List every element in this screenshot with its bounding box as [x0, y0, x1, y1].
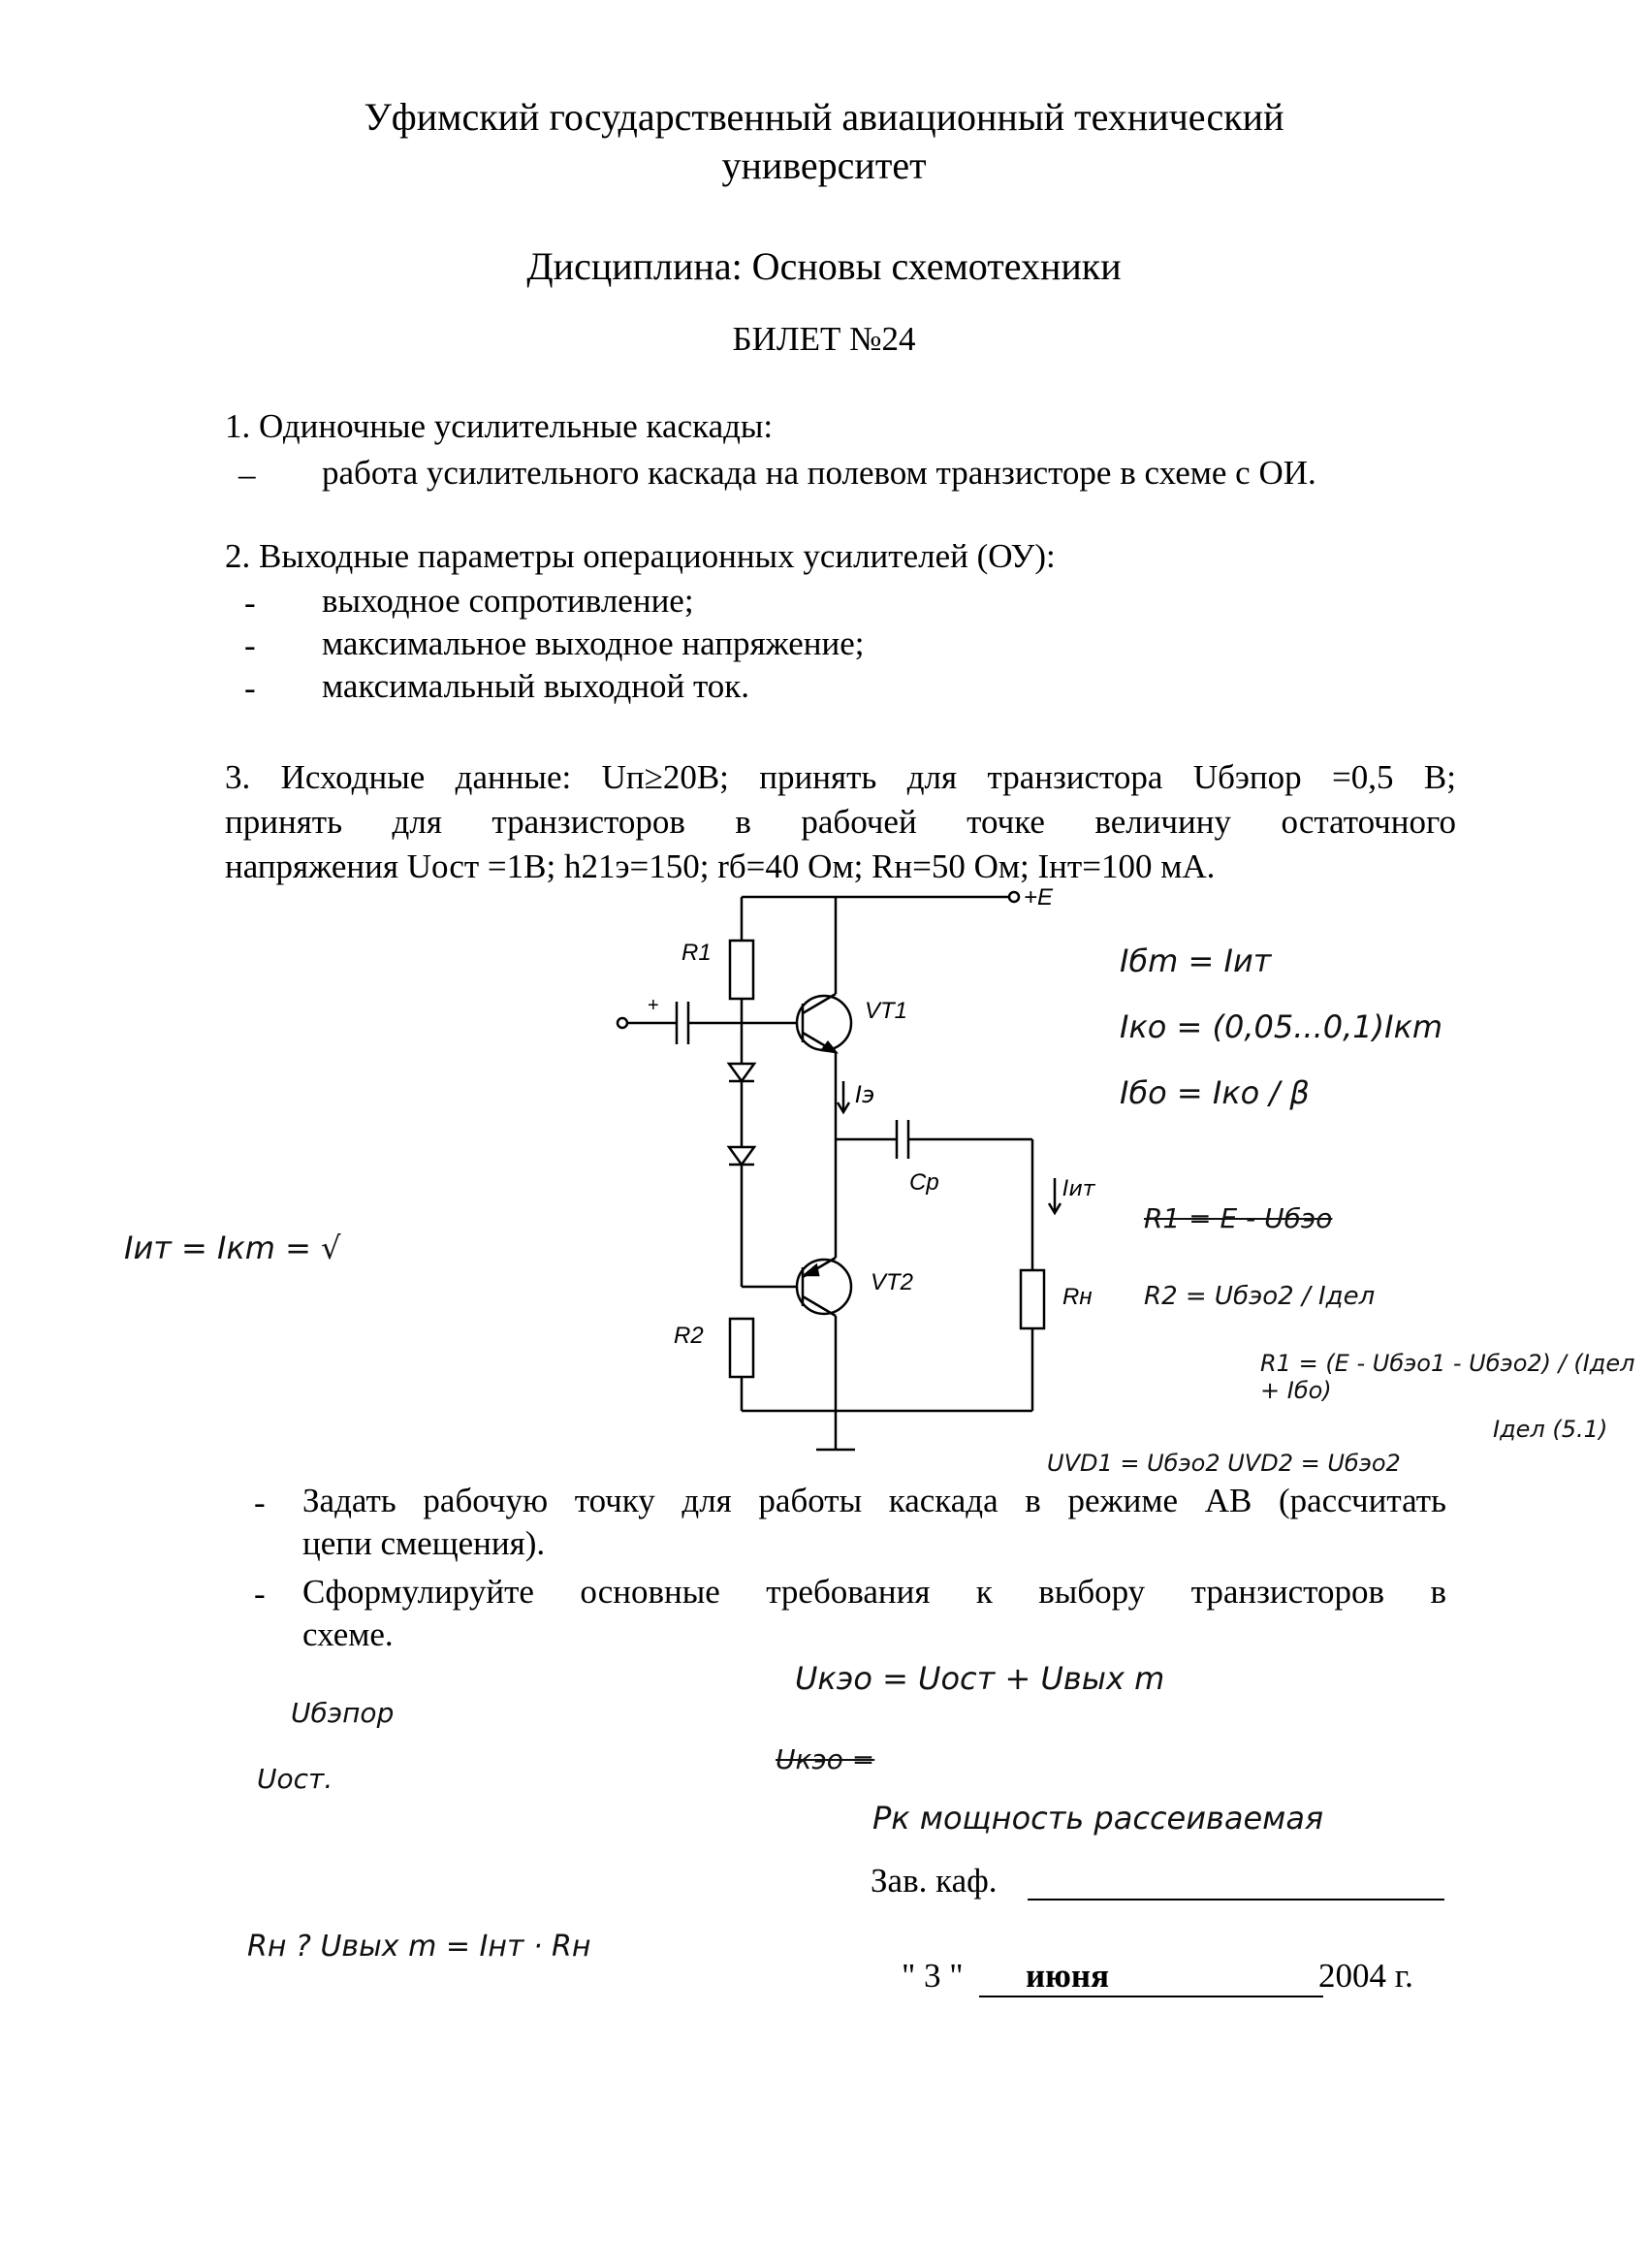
- question3-line1: 3. Исходные данные: Uп≥20В; принять для транзистора Uбэпор =0,5 В;: [225, 758, 1456, 796]
- handwritten-note: R1 = (E - Uбэо1 - Uбэо2) / (Iдел + Iбо): [1260, 1350, 1635, 1404]
- date-day: " 3 ": [902, 1957, 964, 1995]
- handwritten-note: Iит = Iкm = √: [124, 1230, 341, 1266]
- bullet-dash: -: [254, 1575, 266, 1613]
- r2-resistor: [730, 1319, 753, 1377]
- amplifier-circuit-diagram: [582, 887, 1183, 1469]
- handwritten-note: Uкэо =: [776, 1743, 875, 1775]
- bullet-dash: -: [244, 584, 256, 622]
- question2-item: выходное сопротивление;: [322, 582, 694, 620]
- handwritten-note: Iко = (0,05...0,1)Iкm: [1120, 1008, 1443, 1045]
- question3-line3: напряжения Uост =1В; h21э=150; rб=40 Ом; Rн=50 Ом; Iнт=100 мА.: [225, 847, 1216, 885]
- handwritten-note: Iбо = Iко / β: [1120, 1074, 1310, 1111]
- supply-label: +E: [1024, 887, 1054, 910]
- r2-label: R2: [674, 1323, 704, 1349]
- cp-label: Cp: [909, 1169, 939, 1196]
- bullet-dash: -: [244, 669, 256, 707]
- date-month: июня: [1026, 1957, 1110, 1995]
- input-plus-label: +: [648, 995, 659, 1016]
- handwritten-note: R1 = E - Uбэо: [1144, 1202, 1333, 1234]
- input-terminal: [618, 1018, 627, 1028]
- signature-line: [1028, 1899, 1444, 1901]
- handwritten-note: Uбэпор: [291, 1697, 395, 1729]
- task2-line2: схеме.: [302, 1615, 394, 1653]
- handwritten-note: Uост.: [257, 1763, 333, 1795]
- date-year: 2004 г.: [1318, 1957, 1413, 1995]
- handwritten-note: Uкэо = Uост + Uвых m: [795, 1660, 1165, 1697]
- emitter-current-label: Iэ: [855, 1081, 875, 1108]
- vt1-label: VT1: [865, 998, 908, 1024]
- question1-title: 1. Одиночные усилительные каскады:: [225, 407, 774, 445]
- university-name-line1: Уфимский государственный авиационный технический: [364, 95, 1284, 139]
- supply-terminal: [1009, 892, 1019, 902]
- handwritten-note: Рк мощность рассеиваемая: [872, 1800, 1324, 1837]
- discipline-title: Дисциплина: Основы схемотехники: [526, 244, 1122, 288]
- r1-resistor: [730, 941, 753, 999]
- question3-line2: принять для транзисторов в рабочей точке величину остаточного: [225, 803, 1456, 841]
- task2-line1: Сформулируйте основные требования к выбору транзисторов в: [302, 1573, 1446, 1611]
- head-of-department-label: Зав. каф.: [871, 1862, 998, 1900]
- bullet-dash: –: [238, 456, 256, 494]
- handwritten-note: Rн ? Uвых m = Iнт · Rн: [247, 1930, 591, 1964]
- r1-label: R1: [681, 940, 712, 966]
- handwritten-note: R2 = Uбэо2 / Iдел: [1144, 1282, 1376, 1311]
- task1-line2: цепи смещения).: [302, 1524, 546, 1562]
- task1-line1: Задать рабочую точку для работы каскада в режиме АВ (рассчитать: [302, 1482, 1446, 1519]
- question1-item: работа усилительного каскада на полевом транзисторе в схеме с ОИ.: [322, 454, 1316, 492]
- question2-item: максимальный выходной ток.: [322, 667, 750, 705]
- handwritten-note: UVD1 = Uбэо2 UVD2 = Uбэо2: [1047, 1450, 1401, 1477]
- rn-resistor: [1021, 1270, 1044, 1328]
- rn-label: Rн: [1062, 1284, 1093, 1310]
- handwritten-note: Iдел (5.1): [1493, 1416, 1608, 1443]
- vt1-transistor: [797, 996, 851, 1050]
- vt2-label: VT2: [871, 1269, 914, 1295]
- bullet-dash: -: [244, 626, 256, 664]
- handwritten-note: Iбm = Iит: [1120, 942, 1272, 979]
- vt2-transistor: [797, 1260, 851, 1314]
- question2-item: максимальное выходное напряжение;: [322, 624, 865, 662]
- university-name-line2: университет: [721, 144, 927, 187]
- bullet-dash: -: [254, 1484, 266, 1521]
- diode1: [729, 1064, 754, 1081]
- question2-title: 2. Выходные параметры операционных усилителей (ОУ):: [225, 537, 1056, 575]
- ticket-number: БИЛЕТ №24: [732, 320, 916, 358]
- diode2: [729, 1147, 754, 1165]
- load-current-label: Iит: [1062, 1177, 1095, 1201]
